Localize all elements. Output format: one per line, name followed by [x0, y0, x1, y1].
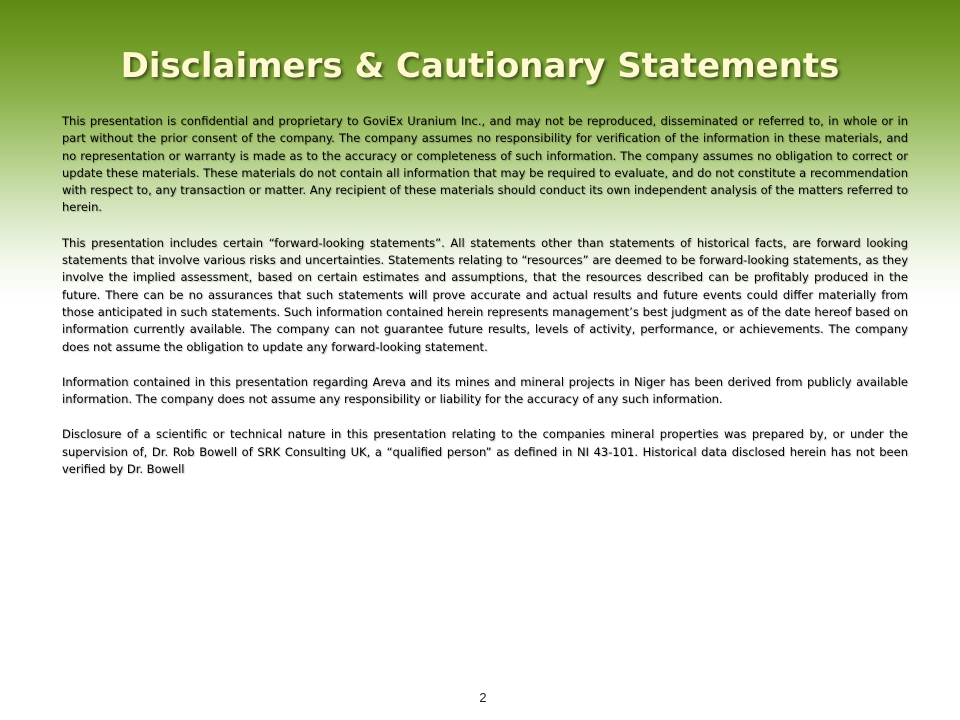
paragraph-areva-information: Information contained in this presentation regarding Areva and its mines and mineral projects in Niger has been derived from publicly available information. The company does not assume any responsibility or liability for the accuracy of any such information. — [62, 374, 908, 407]
disclaimer-body — [62, 113, 908, 496]
slide-title: Disclaimers & Cautionary Statements — [120, 46, 840, 86]
paragraph-technical-disclosure: Disclosure of a scientific or technical nature in this presentation relating to the companies mineral properties was prepared by, or under the supervision of, Dr. Rob Bowell of SRK Consulting UK, a “qualified person” as defined in NI 43-101. Historical data disclosed herein has not been verified by Dr. Bowell — [62, 427, 908, 477]
page-number: 2 — [479, 690, 487, 705]
paragraph-forward-looking: This presentation includes certain “forward-looking statements”. All statements other than statements of historical facts, are forward looking statements that involve various risks and uncertainties. Statements relating to “resources” are deemed to be forward-looking statements, as they involve the implied assessment, based on certain estimates and assumptions, that the resources described can be profitably produced in the future. There can be no assurances that such statements will prove accurate and actual results and future events could differ materially from those anticipated in such statements. Such information contained herein represents management’s best judgment as of the date hereof based on information currently available. The company can not guarantee future results, levels of activity, performance, or achievements. The company does not assume the obligation to update any forward-looking statement. — [62, 235, 908, 354]
paragraph-confidentiality: This presentation is confidential and proprietary to GoviEx Uranium Inc., and may not be reproduced, disseminated or referred to, in whole or in part without the prior consent of the company. The company assumes no responsibility for verification of the information in these materials, and no representation or warranty is made as to the accuracy or completeness of such information. The company assumes no obligation to correct or update these materials. These materials do not contain all information that may be required to evaluate, and do not constitute a recommendation with respect to, any transaction or matter. Any recipient of these materials should conduct its own independent analysis of the matters referred to herein. — [62, 114, 908, 215]
